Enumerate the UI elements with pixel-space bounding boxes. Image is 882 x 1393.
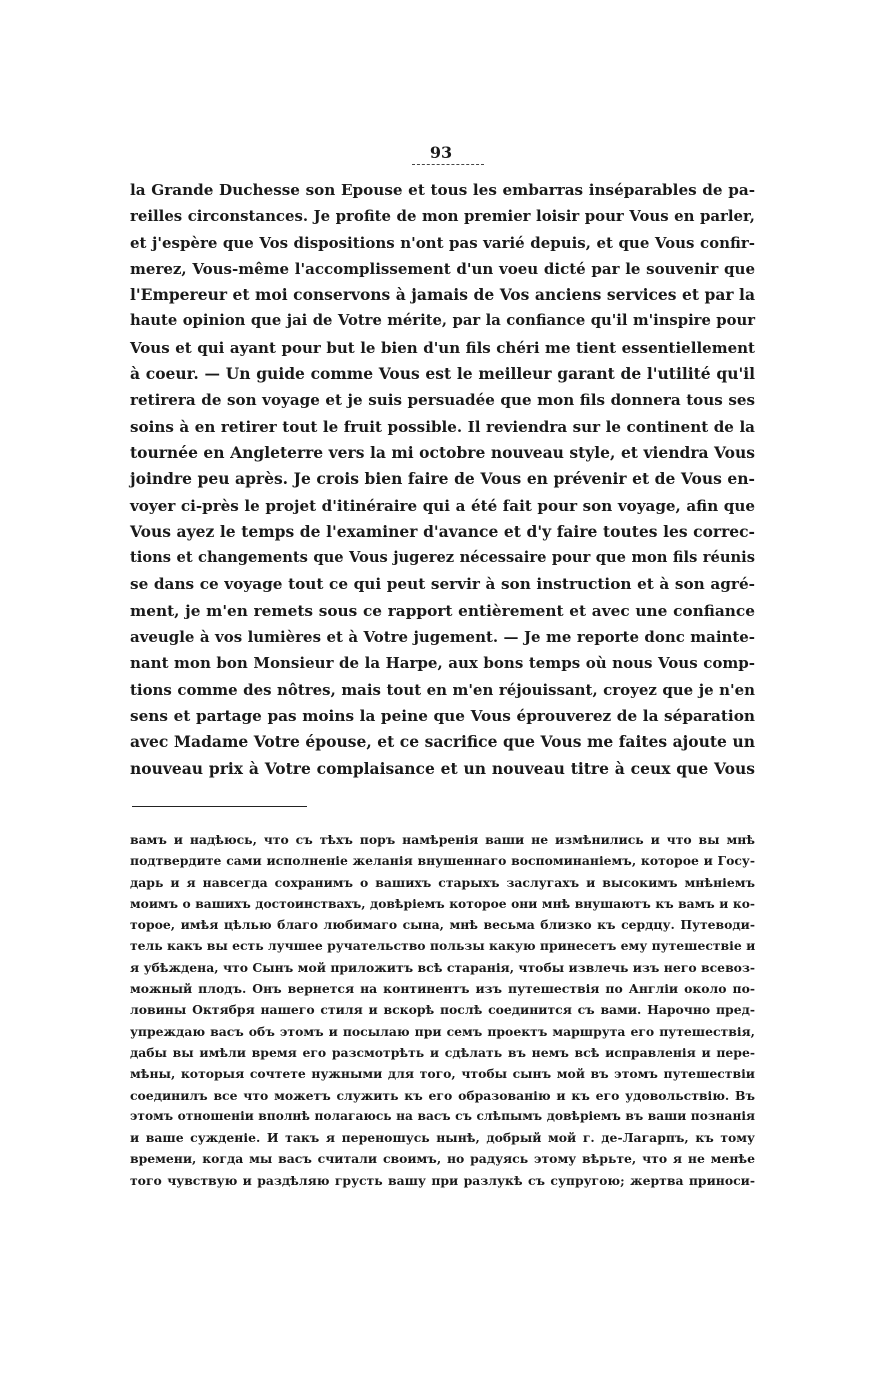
main-text-french	[130, 177, 755, 782]
footnote-line: соединилъ все что можетъ служить къ его образованію и къ его удовольствію. Въ	[130, 1087, 755, 1103]
footnote-line: вамъ и надѣюсь, что съ тѣхъ поръ намѣренія ваши не измѣнились и что вы мнѣ	[130, 832, 755, 847]
text-line: tournée en Angleterre vers la mi octobre nouveau style, et viendra Vous	[130, 442, 755, 462]
footnote-line: тель какъ вы есть лучшее ручательство пользы какую принесетъ ему путешествіе и	[130, 938, 756, 954]
footnote-line: ловины Октября нашего стиля и вскорѣ послѣ соединится съ вами. Нарочно пред-	[130, 1002, 755, 1018]
footnote-russian	[130, 829, 755, 1191]
footnote-separator	[132, 806, 307, 807]
text-line: joindre peu après. Je crois bien faire de Vous en prévenir et de Vous en-	[130, 469, 755, 489]
text-line: à coeur. — Un guide comme Vous est le meilleur garant de l'utilité qu'il	[130, 364, 755, 384]
footnote-line: времени, когда мы васъ считали своимъ, но радуясь этому вѣрьте, что я не менѣе	[130, 1151, 755, 1167]
text-line: Vous ayez le temps de l'examiner d'avance et d'y faire toutes les correc-	[130, 521, 755, 541]
footnote-line: и ваше сужденіе. И такъ я переношусь нынѣ, добрый мой г. де-Лагарпъ, къ тому	[130, 1130, 755, 1146]
text-line: haute opinion que jai de Votre mérite, par la confiance qu'il m'inspire pour	[130, 312, 755, 330]
text-line: nant mon bon Monsieur de la Harpe, aux bons temps où nous Vous comp-	[130, 654, 755, 673]
text-line: tions comme des nôtres, mais tout en m'en réjouissant, croyez que je n'en	[130, 680, 755, 699]
text-line: reilles circonstances. Je profite de mon premier loisir pour Vous en parler,	[130, 207, 755, 226]
text-line: avec Madame Votre épouse, et ce sacrifice que Vous me faites ajoute un	[130, 732, 755, 752]
page-number: 93	[429, 143, 453, 162]
footnote-line: подтвердите сами исполненіе желанія внушеннаго воспоминаніемъ, которое и Госу-	[130, 853, 755, 869]
text-line: tions et changements que Vous jugerez nécessaire pour que mon fils réunis	[130, 549, 755, 567]
text-line: sens et partage pas moins la peine que Vous éprouverez de la séparation	[130, 706, 755, 725]
text-line: la Grande Duchesse son Epouse et tous les embarras inséparables de pa-	[130, 181, 755, 199]
footnote-line: моимъ о вашихъ достоинствахъ, довѣріемъ которое они мнѣ внушаютъ къ вамъ и ко-	[130, 895, 755, 911]
footnote-line: мѣны, которыя сочтете нужными для того, чтобы сынъ мой въ этомъ путешествіи	[130, 1066, 755, 1082]
footnote-line: дабы вы имѣли время его разсмотрѣть и сдѣлать въ немъ всѣ исправленія и пере-	[130, 1044, 755, 1060]
text-line: retirera de son voyage et je suis persuadée que mon fils donnera tous ses	[130, 391, 755, 410]
footnote-line: упреждаю васъ объ этомъ и посылаю при семъ проектъ маршрута его путешествія,	[130, 1023, 755, 1039]
footnote-line: этомъ отношеніи вполнѣ полагаюсь на васъ съ слѣпымъ довѣріемъ въ ваши познанія	[130, 1108, 755, 1123]
text-line: nouveau prix à Votre complaisance et un nouveau titre à ceux que Vous	[130, 758, 755, 778]
text-line: se dans ce voyage tout ce qui peut servir à son instruction et à son agré-	[130, 575, 755, 594]
text-line: voyer ci-près le projet d'itinéraire qui a été fait pour son voyage, afin que	[130, 496, 755, 515]
footnote-line: можный плодъ. Онъ вернется на континентъ изъ путешествія по Англіи около по-	[130, 981, 755, 997]
text-line: merez, Vous-même l'accomplissement d'un voeu dicté par le souvenir que	[130, 259, 755, 278]
page-number-rule	[412, 164, 484, 165]
footnote-line: торое, имѣя цѣлью благо любимаго сына, мнѣ весьма близко къ сердцу. Путеводи-	[130, 917, 755, 933]
text-line: ment, je m'en remets sous ce rapport entièrement et avec une confiance	[130, 601, 755, 620]
text-line: Vous et qui ayant pour but le bien d'un fils chéri me tient essentiellement	[130, 338, 755, 357]
text-line: soins à en retirer tout le fruit possible. Il reviendra sur le continent de la	[130, 417, 755, 436]
footnote-line: дарь и я навсегда сохранимъ о вашихъ старыхъ заслугахъ и высокимъ мнѣніемъ	[130, 874, 755, 890]
text-line: et j'espère que Vos dispositions n'ont pas varié depuis, et que Vous confir-	[130, 233, 755, 252]
text-line: aveugle à vos lumières et à Votre jugement. — Je me reporte donc mainte-	[130, 628, 755, 647]
text-line: l'Empereur et moi conservons à jamais de Vos anciens services et par la	[130, 285, 755, 305]
footnote-line: того чувствую и раздѣляю грусть вашу при разлукѣ съ супругою; жертва приноси-	[130, 1172, 755, 1188]
footnote-line: я убѣждена, что Сынъ мой приложитъ всѣ старанія, чтобы извлечь изъ него всевоз-	[130, 959, 755, 975]
